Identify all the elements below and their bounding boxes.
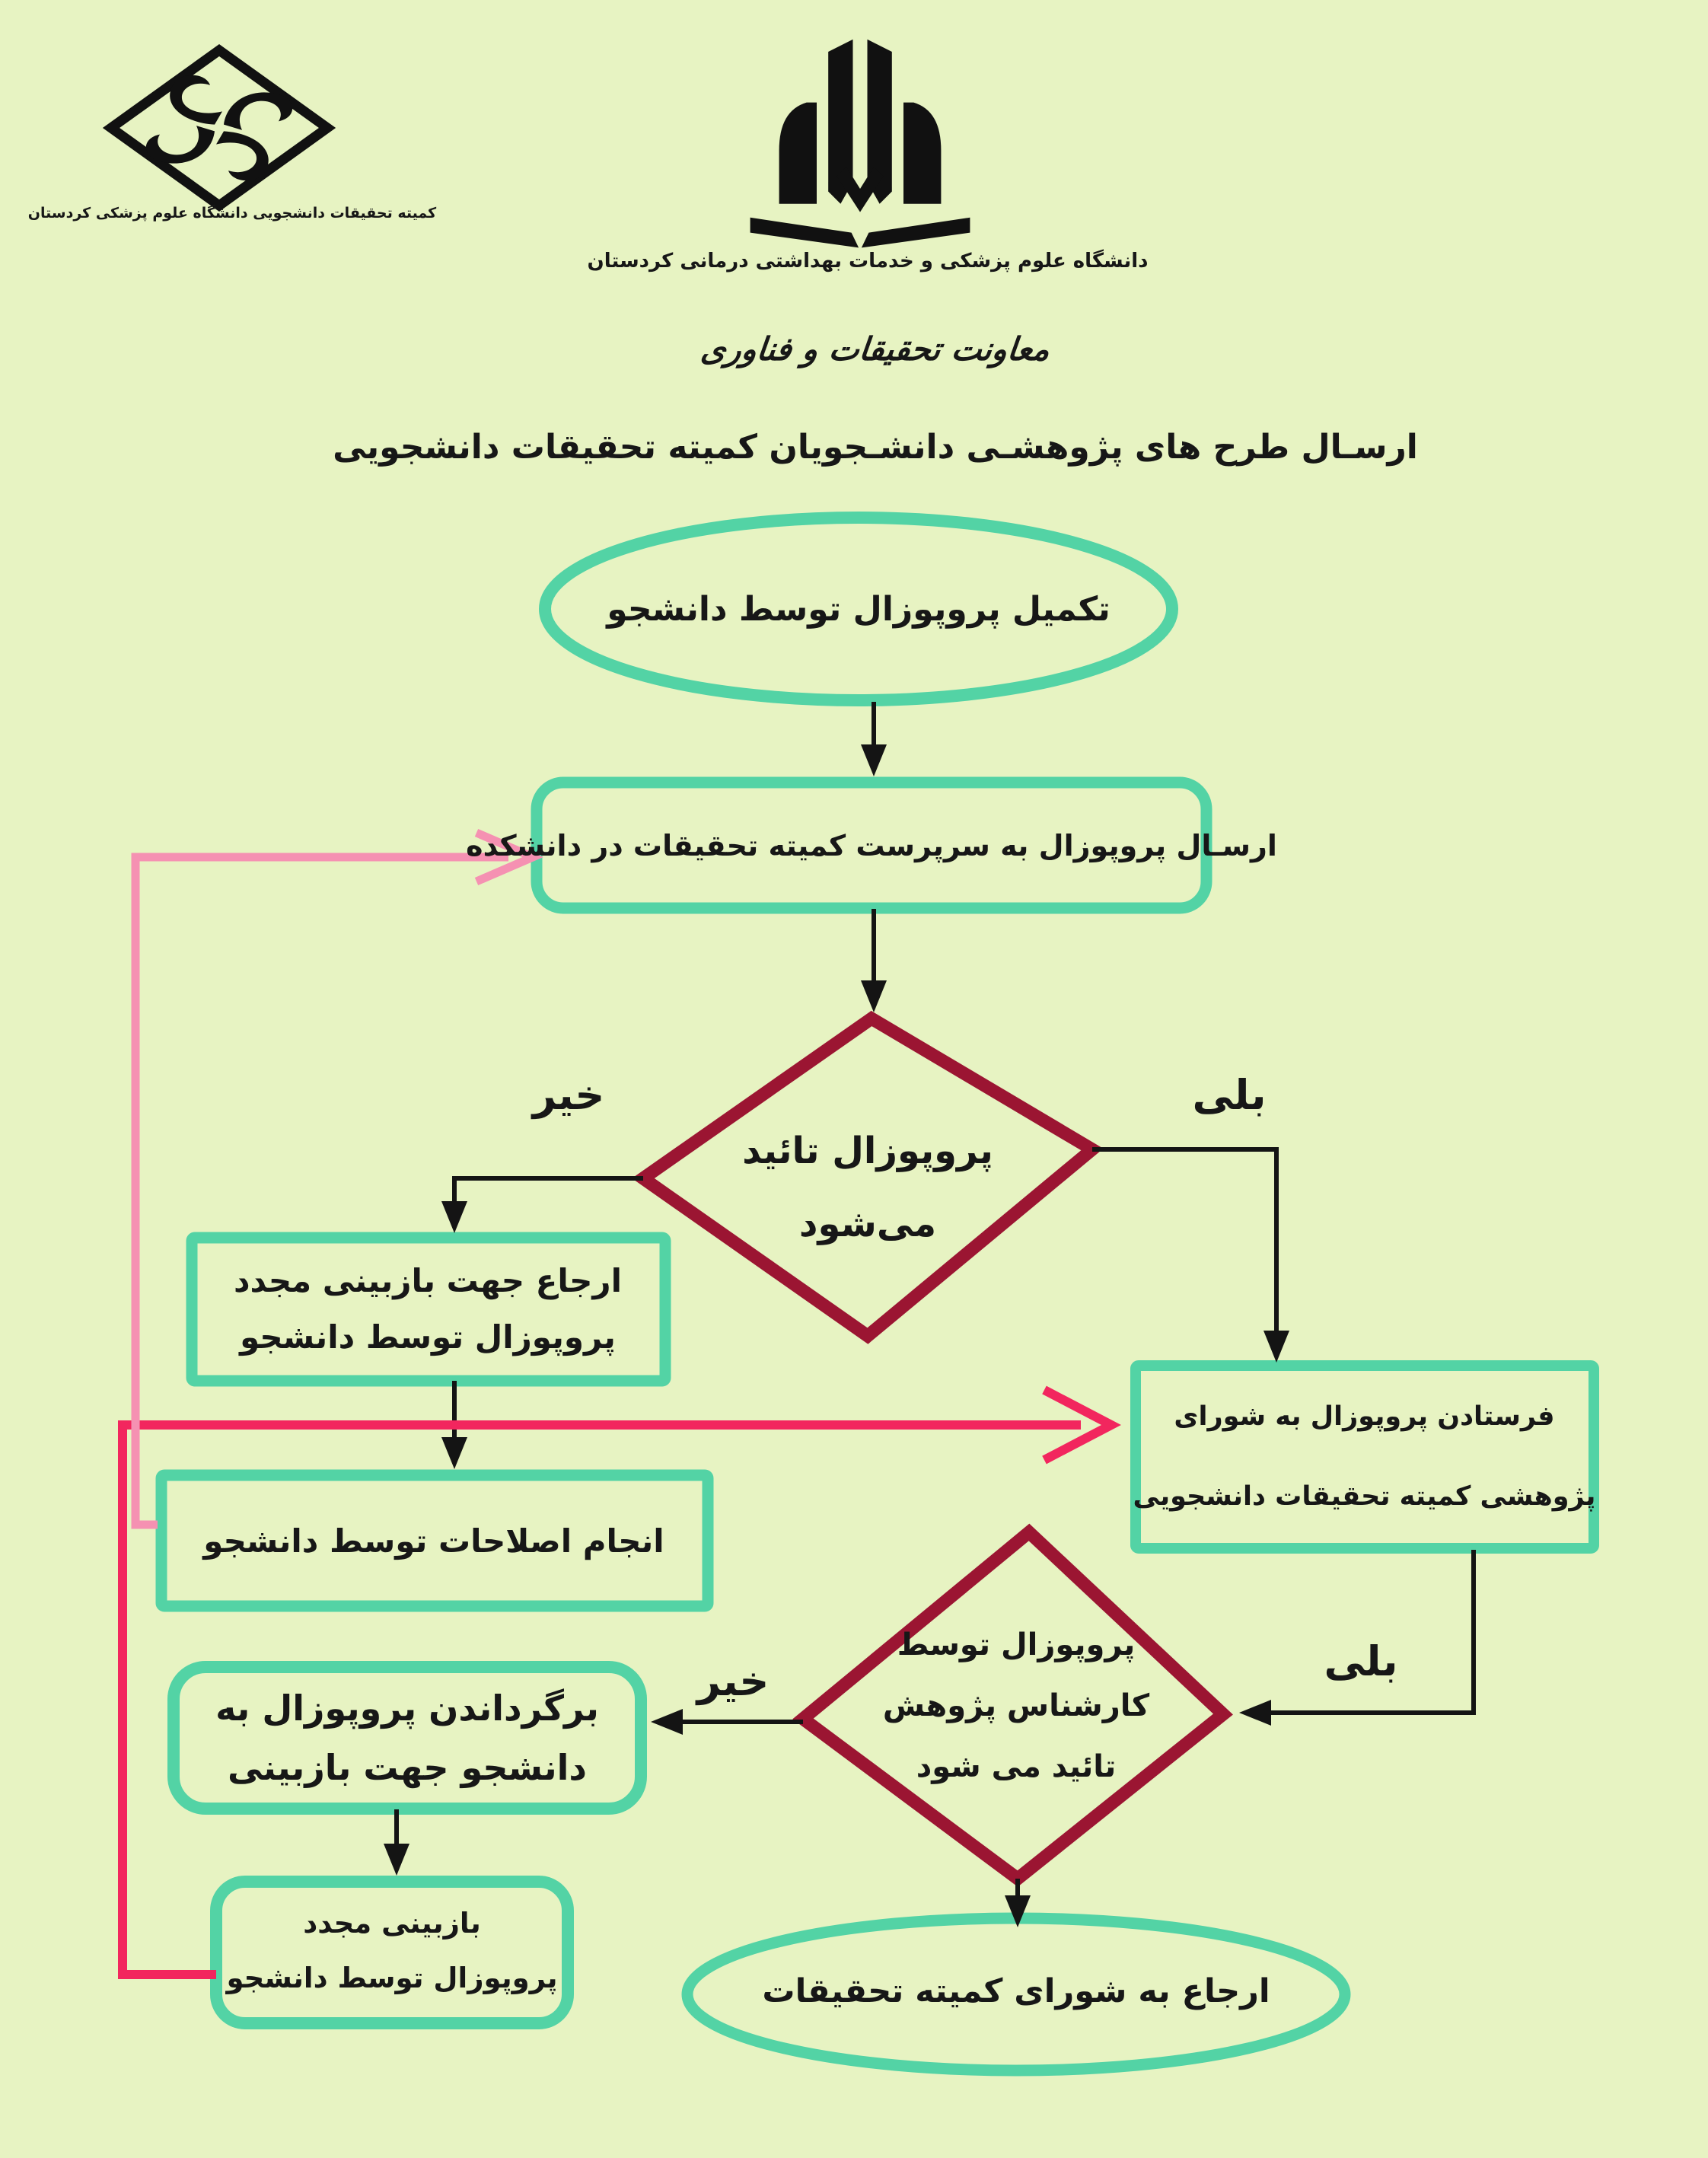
decision-expert-line2: کارشناس پژوهش [882,1688,1150,1723]
label-no-1: خیر [532,1070,605,1119]
label-yes-2: بلی [1324,1637,1398,1685]
university-name: دانشگاه علوم پزشکی و خدمات بهداشتی درمانی کردستان [587,250,1149,273]
referral-rereview-line2: پروپوزال توسط دانشجو [240,1318,616,1356]
decision-expert-line1: پروپوزال توسط [897,1627,1136,1662]
decision-expert-line3: تائید می شود [916,1748,1117,1784]
department-calligraphy: معاونت تحقیقات و فناوری [699,330,1052,368]
page-title: ارسـال طرح های پژوهشـی دانشـجویان کمیته تحقیقات دانشجویی [333,427,1418,467]
node-decision-expert [830,1612,1203,1799]
send-to-council-line1: فرستادن پروپوزال به شورای [1174,1401,1555,1432]
decision-faculty-line2: می‌شود [798,1203,937,1245]
committee-logo-icon [111,50,327,206]
label-yes-1: بلی [1192,1070,1267,1119]
node-send-to-council [1133,1376,1596,1538]
committee-logo-caption: کمیته تحقیقات دانشجویی دانشگاه علوم پزشکی کردستان [27,205,437,222]
label-no-2: خیر [696,1656,770,1705]
node-end: ارجاع به شورای کمیته تحقیقات [762,1972,1270,2010]
rereview-by-student-line2: پروپوزال توسط دانشجو [226,1962,558,1994]
return-to-student-line1: برگرداندن پروپوزال به [215,1688,599,1729]
node-return-to-student [183,1678,632,1797]
rereview-by-student-line1: بازبینی مجدد [303,1907,481,1940]
referral-rereview-line1: ارجاع جهت بازبینی مجدد [234,1262,622,1299]
node-send-to-supervisor: ارسـال پروپوزال به سرپرست کمیته تحقیقات در دانشکده [466,828,1277,862]
node-referral-rereview [199,1252,656,1366]
node-rereview-by-student [225,1894,559,2008]
send-to-council-line2: پژوهشی کمیته تحقیقات دانشجویی [1133,1481,1596,1512]
university-logo-icon [750,40,970,248]
decision-faculty-line1: پروپوزال تائید [742,1130,993,1172]
node-start: تکمیل پروپوزال توسط دانشجو [607,589,1111,629]
return-to-student-line2: دانشجو جهت بازبینی [227,1747,588,1788]
node-do-corrections: انجام اصلاحات توسط دانشجو [203,1522,664,1560]
node-decision-faculty [677,1100,1058,1275]
